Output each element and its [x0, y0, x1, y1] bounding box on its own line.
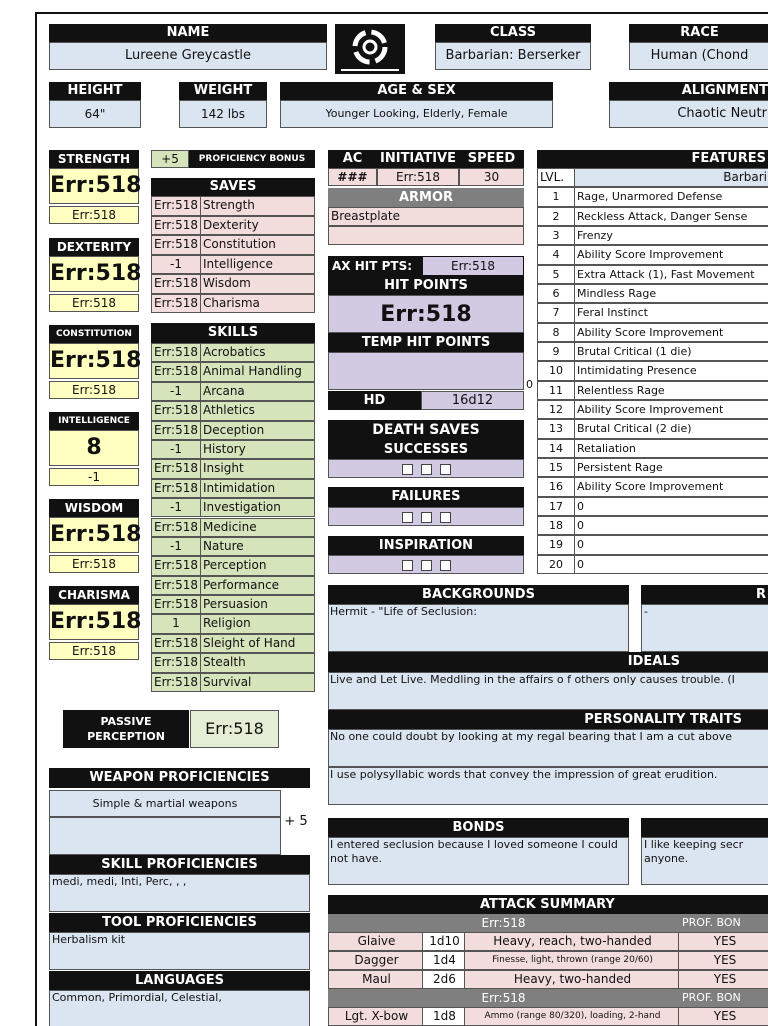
flaws-title — [641, 818, 768, 837]
skill-row-name: Persuasion — [200, 595, 315, 614]
features-header-row — [537, 168, 768, 187]
hit-points-label: HIT POINTS — [328, 276, 524, 295]
skill-row-value: -1 — [151, 382, 201, 401]
failure-box-icon[interactable] — [402, 512, 413, 523]
skills-title: SKILLS — [151, 323, 315, 343]
weapon-bonus: + 5 — [284, 814, 308, 829]
backgrounds-field[interactable]: Hermit - "Life of Seclusion: — [328, 604, 629, 652]
passive-label-line1: PASSIVE — [100, 715, 152, 728]
attack-properties: Finesse, light, thrown (range 20/60) — [464, 951, 679, 970]
saves-list — [151, 196, 315, 313]
save-row-name: Constitution — [200, 235, 315, 255]
ability-score[interactable]: Err:518 — [49, 517, 139, 553]
armor-field[interactable]: Breastplate — [328, 207, 524, 226]
ideals-field[interactable]: Live and Let Live. Meddling in the affairs o f others only causes trouble. (I — [328, 672, 768, 710]
attack-row-partial[interactable] — [328, 1007, 768, 1026]
tool-proficiencies-field[interactable]: Herbalism kit — [49, 932, 310, 970]
skill-row-value: Err:518 — [151, 479, 201, 498]
race-label: RACE — [629, 24, 768, 42]
feature-text: 0 — [574, 497, 768, 516]
save-row-name: Wisdom — [200, 274, 315, 294]
feature-level: 19 — [537, 535, 575, 554]
feature-level: 5 — [537, 265, 575, 284]
languages-title: LANGUAGES — [49, 971, 310, 990]
ability-label: INTELLIGENCE — [49, 412, 139, 430]
attack-proficient: YES — [678, 932, 768, 951]
skill-row-value: -1 — [151, 537, 201, 556]
feature-row[interactable] — [537, 535, 768, 554]
skill-row-value: Err:518 — [151, 634, 201, 653]
save-row-name: Intelligence — [200, 255, 315, 275]
save-row[interactable] — [151, 196, 315, 216]
feature-level: 7 — [537, 303, 575, 322]
feature-level: 10 — [537, 361, 575, 380]
ability-modifier[interactable]: Err:518 — [49, 294, 139, 312]
skill-proficiencies-title: SKILL PROFICIENCIES — [49, 855, 310, 874]
success-box-icon[interactable] — [402, 464, 413, 475]
save-row[interactable] — [151, 216, 315, 236]
inspiration-checkboxes[interactable] — [328, 555, 524, 574]
race-field[interactable]: Human (Chond — [629, 42, 768, 70]
skill-row-value: 1 — [151, 614, 201, 633]
skill-row-name: Stealth — [200, 653, 315, 672]
feature-text: Frenzy — [574, 226, 768, 245]
ability-label: STRENGTH — [49, 150, 139, 168]
feature-level: 11 — [537, 381, 575, 400]
feature-level: 13 — [537, 419, 575, 438]
feature-row[interactable] — [537, 400, 768, 419]
ability-modifier[interactable]: Err:518 — [49, 555, 139, 573]
save-row[interactable] — [151, 235, 315, 255]
skill-row-value: Err:518 — [151, 343, 201, 362]
ability-score[interactable]: Err:518 — [49, 168, 139, 204]
inspiration-box-icon[interactable] — [440, 560, 451, 571]
features-table — [537, 168, 768, 574]
attack-name: Maul — [328, 970, 423, 989]
alignment-field[interactable]: Chaotic Neutr — [609, 100, 768, 128]
skill-row-value: Err:518 — [151, 556, 201, 575]
failure-box-icon[interactable] — [421, 512, 432, 523]
feature-text: Ability Score Improvement — [574, 477, 768, 496]
feature-row[interactable] — [537, 381, 768, 400]
feature-row[interactable] — [537, 439, 768, 458]
ability-score[interactable]: Err:518 — [49, 256, 139, 292]
feature-row[interactable] — [537, 555, 768, 574]
feature-text: Intimidating Presence — [574, 361, 768, 380]
feature-row[interactable] — [537, 187, 768, 206]
skill-row-value: Err:518 — [151, 459, 201, 478]
ability-score[interactable]: Err:518 — [49, 604, 139, 640]
feature-row[interactable] — [537, 323, 768, 342]
speed-label: SPEED — [459, 150, 524, 168]
age-sex-field[interactable]: Younger Looking, Elderly, Female — [280, 100, 553, 128]
skill-row-name: Survival — [200, 673, 315, 692]
skill-row-name: Religion — [200, 614, 315, 633]
skill-row-name: Nature — [200, 537, 315, 556]
passive-label-line2: PERCEPTION — [87, 730, 165, 743]
skill-row-name: Arcana — [200, 382, 315, 401]
attack-group-1-label: Err:518 — [328, 914, 679, 932]
feature-row[interactable] — [537, 342, 768, 361]
feature-level: 20 — [537, 555, 575, 574]
death-saves-label: DEATH SAVES — [328, 420, 524, 440]
feature-text: 0 — [574, 516, 768, 535]
attack-row[interactable] — [328, 932, 768, 951]
skill-row[interactable] — [151, 518, 315, 537]
proficiency-bonus-label: PROFICIENCY BONUS — [189, 150, 315, 168]
ability-modifier[interactable]: -1 — [49, 468, 139, 486]
feature-level: 17 — [537, 497, 575, 516]
skill-row-value: Err:518 — [151, 401, 201, 420]
temp-hp-label: TEMP HIT POINTS — [328, 333, 524, 352]
skill-row-name: Insight — [200, 459, 315, 478]
skill-row[interactable] — [151, 401, 315, 420]
weight-field[interactable]: 142 lbs — [179, 100, 267, 128]
feature-text: Retaliation — [574, 439, 768, 458]
feature-text: 0 — [574, 555, 768, 574]
feature-row[interactable] — [537, 245, 768, 264]
attack-proficient: YES — [678, 951, 768, 970]
hit-points-value[interactable]: Err:518 — [328, 295, 524, 333]
weapon-proficiencies-title: WEAPON PROFICIENCIES — [49, 768, 310, 788]
height-label: HEIGHT — [49, 82, 141, 100]
attack-group-2-label: Err:518 — [328, 989, 679, 1007]
feature-text: Reckless Attack, Danger Sense — [574, 207, 768, 226]
feature-level: 16 — [537, 477, 575, 496]
feature-row[interactable] — [537, 303, 768, 322]
prof-bonus-header-2: PROF. BON — [679, 989, 768, 1007]
feature-row[interactable] — [537, 419, 768, 438]
feature-row[interactable] — [537, 458, 768, 477]
skill-row[interactable] — [151, 440, 315, 459]
save-row-value: -1 — [151, 255, 201, 275]
skill-row[interactable] — [151, 634, 315, 653]
skill-row[interactable] — [151, 576, 315, 595]
initiative-label: INITIATIVE — [377, 150, 459, 168]
inspiration-box-icon[interactable] — [402, 560, 413, 571]
attack-damage: 1d10 — [422, 932, 465, 951]
feature-level: 1 — [537, 187, 575, 206]
skill-row[interactable] — [151, 479, 315, 498]
feature-row[interactable] — [537, 207, 768, 226]
skill-row-value: Err:518 — [151, 518, 201, 537]
features-lvl-header: LVL. — [537, 168, 575, 187]
name-field[interactable]: Lureene Greycastle — [49, 42, 327, 70]
skill-row[interactable] — [151, 653, 315, 672]
prof-bonus-header-1: PROF. BON — [679, 914, 768, 932]
attack-rows — [328, 932, 768, 989]
temp-hp-field[interactable] — [328, 352, 524, 390]
side-zero: 0 — [526, 378, 533, 391]
save-row-name: Charisma — [200, 294, 315, 314]
passive-perception-value[interactable]: Err:518 — [190, 710, 279, 748]
feature-text: Ability Score Improvement — [574, 323, 768, 342]
feature-text: 0 — [574, 535, 768, 554]
skill-row[interactable] — [151, 421, 315, 440]
right-panel-field[interactable]: - — [641, 604, 768, 652]
bonds-title: BONDS — [328, 818, 629, 837]
max-hp-label-text: AX HIT PTS: — [332, 259, 413, 273]
feature-row[interactable] — [537, 516, 768, 535]
skill-row-name: Investigation — [200, 498, 315, 517]
personality-title: PERSONALITY TRAITS — [328, 710, 768, 729]
hit-dice-value[interactable]: 16d12 — [421, 391, 524, 410]
attack-damage: 1d4 — [422, 951, 465, 970]
weapon-proficiencies-extra[interactable] — [49, 817, 281, 855]
bonds-field[interactable]: I entered seclusion because I loved someone I could not have. — [328, 837, 629, 885]
skill-row-name: Animal Handling — [200, 362, 315, 381]
height-field[interactable]: 64" — [49, 100, 141, 128]
name-label: NAME — [49, 24, 327, 42]
ability-score[interactable]: Err:518 — [49, 343, 139, 379]
skill-row-value: -1 — [151, 440, 201, 459]
skill-row[interactable] — [151, 459, 315, 478]
backgrounds-title: BACKGROUNDS — [328, 585, 629, 604]
skill-row-value: Err:518 — [151, 595, 201, 614]
skill-row-value: Err:518 — [151, 653, 201, 672]
skill-row[interactable] — [151, 556, 315, 575]
speed-value[interactable]: 30 — [459, 168, 524, 186]
save-row-value: Err:518 — [151, 196, 201, 216]
feature-level: 3 — [537, 226, 575, 245]
ability-score[interactable]: 8 — [49, 430, 139, 466]
right-panel-title: R — [641, 585, 768, 604]
skill-row[interactable] — [151, 382, 315, 401]
hit-dice-label: HD — [328, 391, 421, 410]
success-box-icon[interactable] — [440, 464, 451, 475]
ac-value[interactable]: ### — [328, 168, 377, 186]
save-row[interactable] — [151, 274, 315, 294]
skill-row-name: Athletics — [200, 401, 315, 420]
skill-row[interactable] — [151, 614, 315, 633]
skill-row[interactable] — [151, 498, 315, 517]
feature-level: 9 — [537, 342, 575, 361]
ability-modifier[interactable]: Err:518 — [49, 642, 139, 660]
feature-level: 12 — [537, 400, 575, 419]
personality-field-2[interactable]: I use polysyllabic words that convey the impression of great erudition. — [328, 767, 768, 805]
tool-proficiencies-title: TOOL PROFICIENCIES — [49, 913, 310, 932]
weapon-proficiencies-field[interactable]: Simple & martial weapons — [49, 790, 281, 817]
inspiration-box-icon[interactable] — [421, 560, 432, 571]
skill-row-name: Medicine — [200, 518, 315, 537]
skill-row-name: Performance — [200, 576, 315, 595]
attack-properties: Heavy, reach, two-handed — [464, 932, 679, 951]
save-row-name: Strength — [200, 196, 315, 216]
class-logo — [335, 24, 405, 74]
successes-label: SUCCESSES — [328, 440, 524, 459]
skill-row[interactable] — [151, 595, 315, 614]
attack-name: Lgt. X-bow — [328, 1007, 423, 1026]
attack-name: Glaive — [328, 932, 423, 951]
skill-row-name: Acrobatics — [200, 343, 315, 362]
proficiency-bonus-value[interactable]: +5 — [151, 150, 189, 168]
save-row-value: Err:518 — [151, 235, 201, 255]
feature-row[interactable] — [537, 284, 768, 303]
attack-row[interactable] — [328, 951, 768, 970]
skill-row-name: Sleight of Hand — [200, 634, 315, 653]
feature-text: Brutal Critical (2 die) — [574, 419, 768, 438]
skill-row-name: Intimidation — [200, 479, 315, 498]
age-sex-label: AGE & SEX — [280, 82, 553, 100]
feature-text: Rage, Unarmored Defense — [574, 187, 768, 206]
features-class-header: Barbari — [574, 168, 768, 187]
max-hp-value[interactable]: Err:518 — [423, 257, 523, 275]
personality-field-1[interactable]: No one could doubt by looking at my regal bearing that I am a cut above — [328, 729, 768, 767]
ability-modifier[interactable]: Err:518 — [49, 206, 139, 224]
feature-text: Ability Score Improvement — [574, 400, 768, 419]
save-row-value: Err:518 — [151, 294, 201, 314]
swirl-logo-icon — [335, 24, 405, 74]
character-sheet — [35, 12, 768, 1026]
skill-row-value: -1 — [151, 498, 201, 517]
attack-properties: Heavy, two-handed — [464, 970, 679, 989]
ideals-title: IDEALS — [328, 652, 768, 672]
passive-perception-label — [63, 710, 189, 748]
ability-modifier[interactable]: Err:518 — [49, 381, 139, 399]
feature-row[interactable] — [537, 265, 768, 284]
attack-damage: 2d6 — [422, 970, 465, 989]
feature-level: 8 — [537, 323, 575, 342]
feature-text: Relentless Rage — [574, 381, 768, 400]
skill-row-value: Err:518 — [151, 421, 201, 440]
feature-level: 18 — [537, 516, 575, 535]
feature-row[interactable] — [537, 226, 768, 245]
failure-box-icon[interactable] — [440, 512, 451, 523]
failure-checkboxes[interactable] — [328, 507, 524, 526]
feature-text: Persistent Rage — [574, 458, 768, 477]
skill-row-value: Err:518 — [151, 576, 201, 595]
saves-title: SAVES — [151, 178, 315, 196]
attack-name: Dagger — [328, 951, 423, 970]
feature-level: 6 — [537, 284, 575, 303]
save-row-name: Dexterity — [200, 216, 315, 236]
feature-text: Brutal Critical (1 die) — [574, 342, 768, 361]
weight-label: WEIGHT — [179, 82, 267, 100]
feature-level: 15 — [537, 458, 575, 477]
attack-proficient: YES — [678, 970, 768, 989]
skill-row[interactable] — [151, 537, 315, 556]
feature-text: Feral Instinct — [574, 303, 768, 322]
success-checkboxes[interactable] — [328, 459, 524, 478]
feature-level: 14 — [537, 439, 575, 458]
class-field[interactable]: Barbarian: Berserker — [435, 42, 591, 70]
initiative-value[interactable]: Err:518 — [377, 168, 459, 186]
feature-text: Mindless Rage — [574, 284, 768, 303]
feature-row[interactable] — [537, 497, 768, 516]
attack-row[interactable] — [328, 970, 768, 989]
skill-proficiencies-field[interactable]: medi, medi, Inti, Perc, , , — [49, 874, 310, 912]
feature-text: Extra Attack (1), Fast Movement — [574, 265, 768, 284]
feature-row[interactable] — [537, 361, 768, 380]
skill-row-value: Err:518 — [151, 362, 201, 381]
flaws-field[interactable]: I like keeping secr anyone. — [641, 837, 768, 885]
ability-label: CHARISMA — [49, 586, 139, 604]
ac-label: AC — [328, 150, 377, 168]
skill-row-name: Perception — [200, 556, 315, 575]
failures-label: FAILURES — [328, 487, 524, 507]
ability-label: DEXTERITY — [49, 238, 139, 256]
skill-row[interactable] — [151, 673, 315, 692]
skill-row-name: History — [200, 440, 315, 459]
skill-row-value: Err:518 — [151, 673, 201, 692]
save-row-value: Err:518 — [151, 216, 201, 236]
feature-row[interactable] — [537, 477, 768, 496]
skill-row[interactable] — [151, 362, 315, 381]
feature-text: Ability Score Improvement — [574, 245, 768, 264]
inspiration-label: INSPIRATION — [328, 536, 524, 555]
features-title: FEATURES — [537, 150, 768, 168]
ability-label: WISDOM — [49, 499, 139, 517]
attack-summary-title: ATTACK SUMMARY — [328, 895, 768, 914]
skills-list — [151, 343, 315, 692]
attack-properties: Ammo (range 80/320), loading, 2-hand — [464, 1007, 679, 1026]
attack-damage: 1d8 — [422, 1007, 465, 1026]
armor-label: ARMOR — [328, 188, 524, 207]
attack-row[interactable] — [328, 1007, 768, 1026]
skill-row-name: Deception — [200, 421, 315, 440]
save-row-value: Err:518 — [151, 274, 201, 294]
ability-label: CONSTITUTION — [49, 325, 139, 343]
alignment-label: ALIGNMENT — [609, 82, 768, 100]
feature-level: 4 — [537, 245, 575, 264]
success-box-icon[interactable] — [421, 464, 432, 475]
save-row[interactable] — [151, 255, 315, 275]
armor-extra-field[interactable] — [328, 226, 524, 245]
feature-level: 2 — [537, 207, 575, 226]
attack-proficient: YES — [678, 1007, 768, 1026]
skill-row[interactable] — [151, 343, 315, 362]
save-row[interactable] — [151, 294, 315, 314]
languages-field[interactable]: Common, Primordial, Celestial, — [49, 990, 310, 1026]
class-label: CLASS — [435, 24, 591, 42]
